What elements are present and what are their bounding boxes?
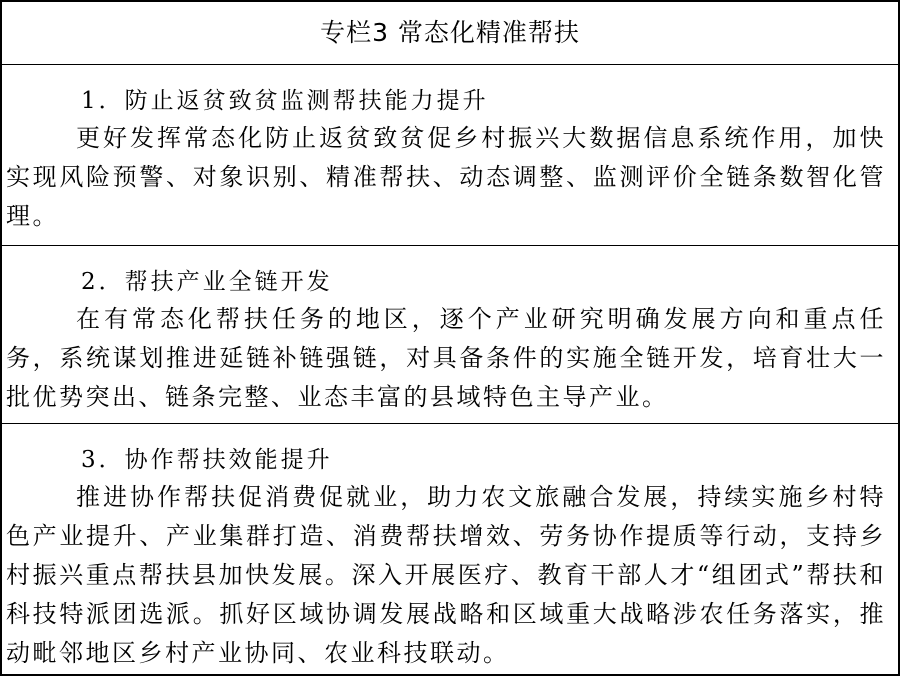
section-body: 在有常态化帮扶任务的地区，逐个产业研究明确发展方向和重点任务，系统谋划推进延链补链强链，对具备条件的实施全链开发，培育壮大一批优势突出、链条完整、业态丰富的县域特色主导产业。 [6,305,886,411]
section-body: 更好发挥常态化防止返贫致贫促乡村振兴大数据信息系统作用，加快实现风险预警、对象识别、精准帮扶、动态调整、监测评价全链条数智化管理。 [6,124,886,230]
title-row [2,2,898,65]
section-monitoring [2,65,898,246]
section-heading: 2．帮扶产业全链开发 [81,269,333,295]
section-body: 推进协作帮扶促消费促就业，助力农文旅融合发展，持续实施乡村特色产业提升、产业集群打造、消费帮扶增效、劳务协作提质等行动，支持乡村振兴重点帮扶县加快发展。深入开展医疗、教育干部人才“组团式”帮扶和科技特派团选派。抓好区域协调发展战略和区域重大战略涉农任务落实，推动毗邻地区乡村产业协同、农业科技联动。 [6,483,886,667]
section-heading: 1．防止返贫致贫监测帮扶能力提升 [81,88,489,114]
box-title: 专栏3 常态化精准帮扶 [320,18,580,47]
section-heading: 3．协作帮扶效能提升 [81,447,333,473]
section-industry-chain [2,246,898,424]
section-cooperation [2,424,898,676]
